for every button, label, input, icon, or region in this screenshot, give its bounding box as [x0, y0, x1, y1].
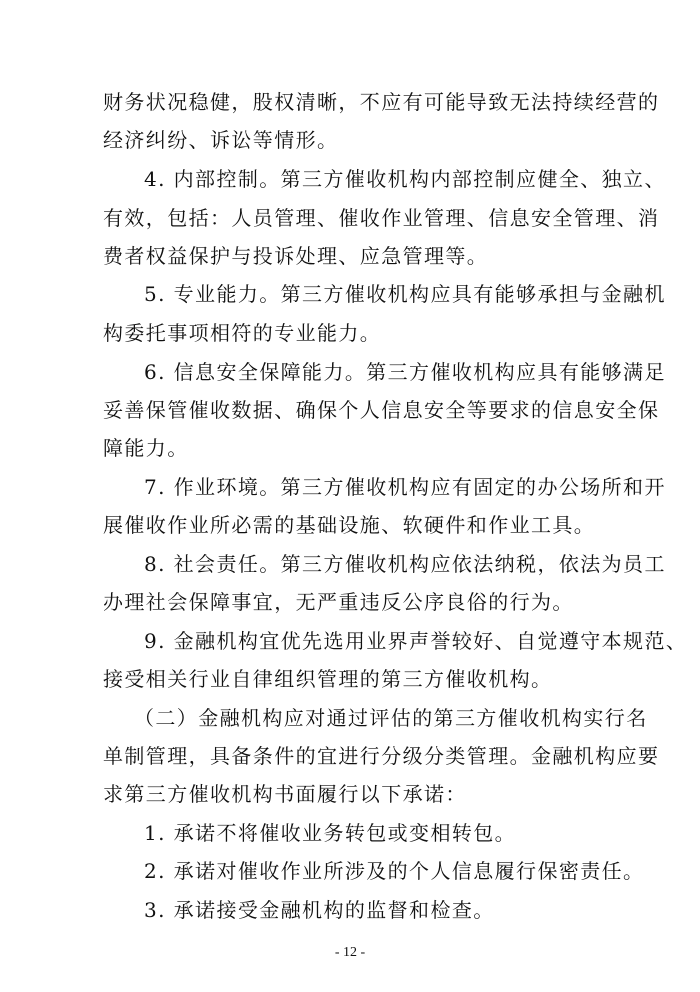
- text-line: 8. 社会责任。第三方催收机构应依法纳税，依法为员工: [144, 552, 666, 576]
- text-line: 2. 承诺对催收作业所涉及的个人信息履行保密责任。: [144, 859, 645, 883]
- text-line: 7. 作业环境。第三方催收机构应有固定的办公场所和开: [144, 475, 666, 499]
- text-line: （二）金融机构应对通过评估的第三方催收机构实行名: [134, 706, 648, 730]
- text-line: 经济纠纷、诉讼等情形。: [103, 128, 339, 152]
- text-line: 1. 承诺不将催收业务转包或变相转包。: [144, 821, 517, 845]
- text-line: 求第三方催收机构书面履行以下承诺：: [103, 782, 467, 806]
- text-line: 5. 专业能力。第三方催收机构应具有能够承担与金融机: [144, 282, 666, 306]
- text-line: 6. 信息安全保障能力。第三方催收机构应具有能够满足: [144, 360, 666, 384]
- text-line: 9. 金融机构宜优先选用业界声誉较好、自觉遵守本规范、: [144, 629, 688, 653]
- text-line: 妥善保管催收数据、确保个人信息安全等要求的信息安全保: [103, 398, 660, 422]
- text-line: 有效，包括：人员管理、催收作业管理、信息安全管理、消: [103, 206, 660, 230]
- text-line: 财务状况稳健，股权清晰，不应有可能导致无法持续经营的: [103, 90, 660, 114]
- text-line: 单制管理，具备条件的宜进行分级分类管理。金融机构应要: [103, 744, 660, 768]
- text-line: 构委托事项相符的专业能力。: [103, 321, 382, 345]
- text-line: 办理社会保障事宜，无严重违反公序良俗的行为。: [103, 590, 574, 614]
- text-line: 接受相关行业自律组织管理的第三方催收机构。: [103, 667, 553, 691]
- page-number: - 12 -: [334, 945, 366, 960]
- text-line: 4. 内部控制。第三方催收机构内部控制应健全、独立、: [144, 167, 666, 191]
- text-line: 展催收作业所必需的基础设施、软硬件和作业工具。: [103, 513, 596, 537]
- text-line: 费者权益保护与投诉处理、应急管理等。: [103, 244, 489, 268]
- text-line: 3. 承诺接受金融机构的监督和检查。: [144, 898, 495, 922]
- text-line: 障能力。: [103, 436, 189, 460]
